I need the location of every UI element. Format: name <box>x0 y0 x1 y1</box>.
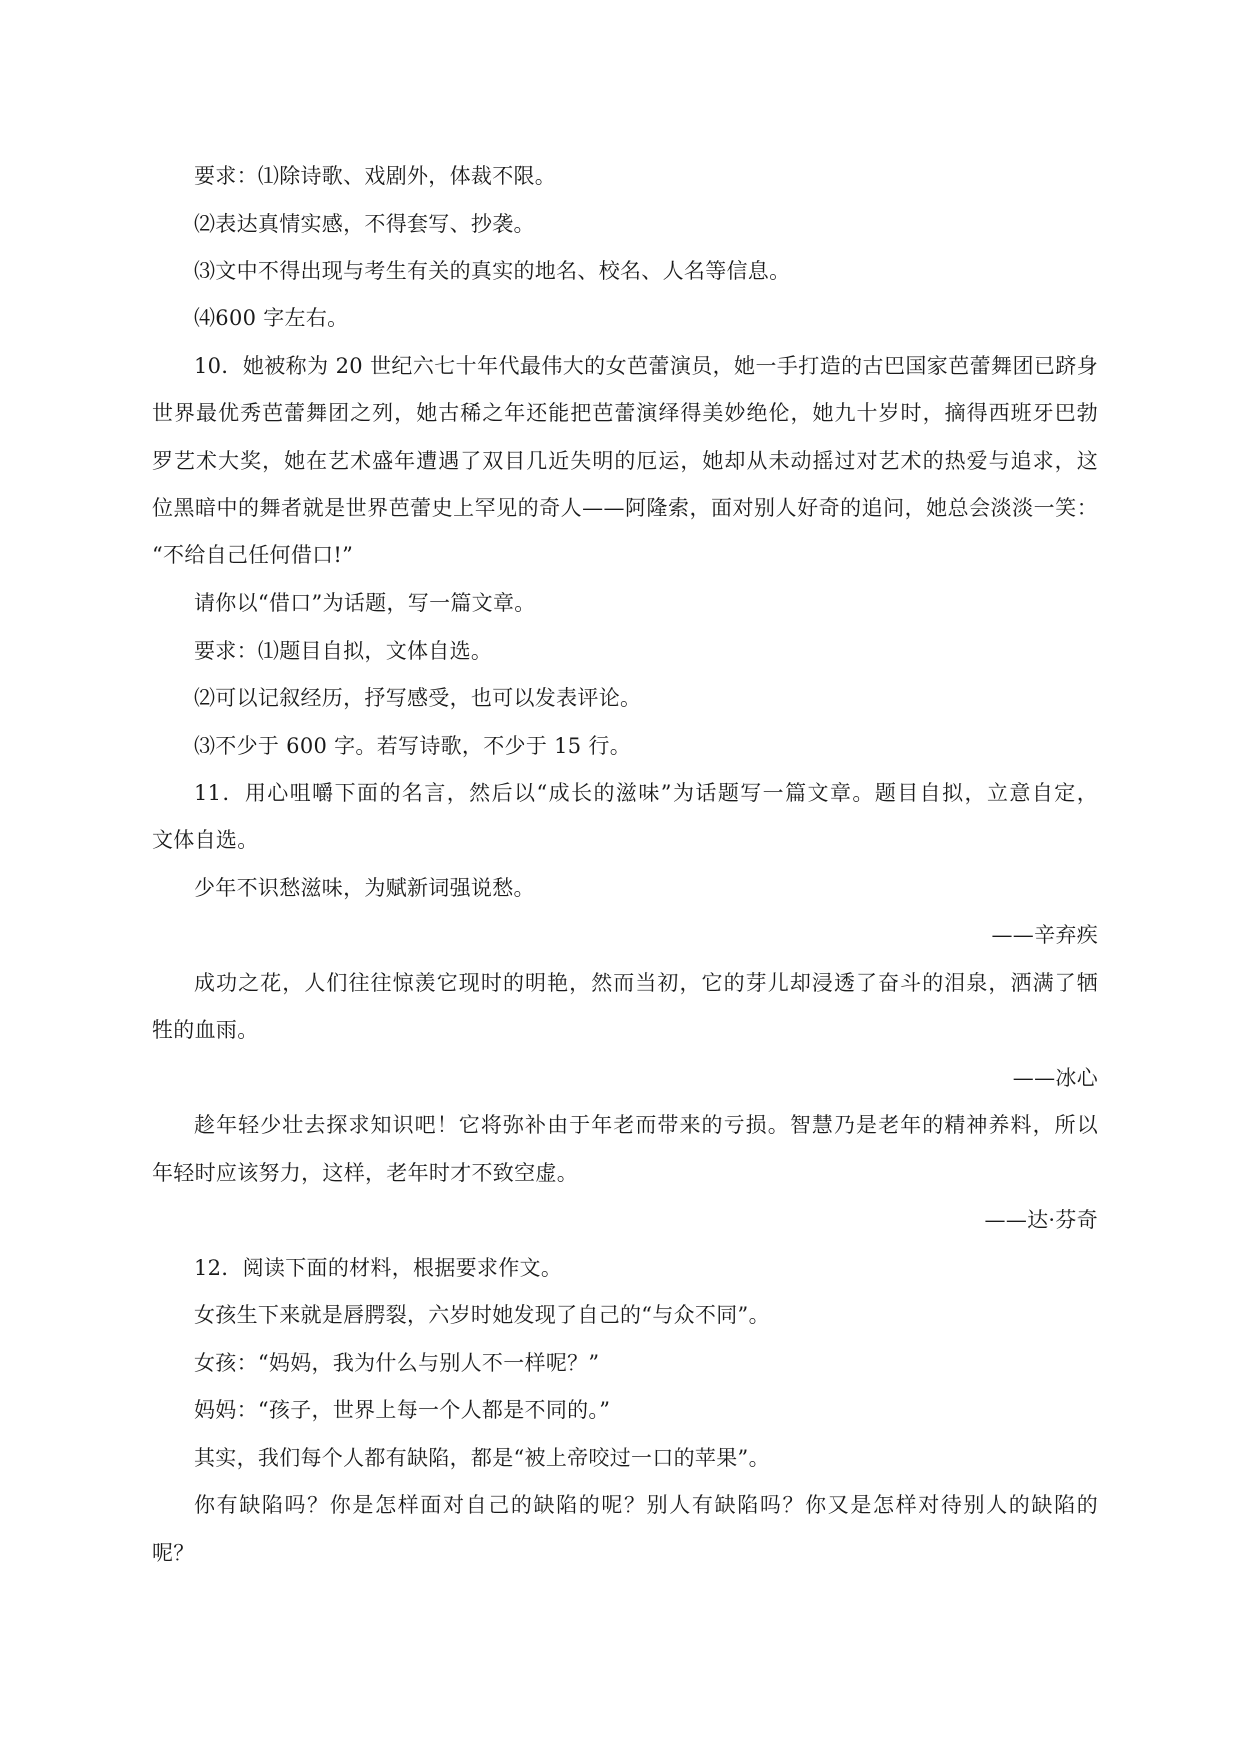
q10-line-1: 10．她被称为 20 世纪六七十年代最伟大的女芭蕾演员，她一手打造的古巴国家芭蕾舞团已跻身 <box>194 354 1098 378</box>
quote-2-line-2: 牲的血雨。 <box>152 1018 259 1042</box>
q12-line-5: 其实，我们每个人都有缺陷，都是“被上帝咬过一口的苹果”。 <box>194 1446 770 1470</box>
quote-3-author: ——达·芬奇 <box>984 1208 1098 1232</box>
q10-line-4: 位黑暗中的舞者就是世界芭蕾史上罕见的奇人——阿隆索，面对别人好奇的追问，她总会淡淡一笑： <box>152 496 1098 520</box>
q12-line-6: 你有缺陷吗？你是怎样面对自己的缺陷的呢？别人有缺陷吗？你又是怎样对待别人的缺陷的 <box>194 1493 1098 1517</box>
quote-2-author: ——冰心 <box>1012 1066 1098 1090</box>
q12-line-2: 女孩生下来就是唇腭裂，六岁时她发现了自己的“与众不同”。 <box>194 1303 770 1327</box>
quote-3-line-2: 年轻时应该努力，这样，老年时才不致空虚。 <box>152 1161 578 1185</box>
quote-3-line-1: 趁年轻少壮去探求知识吧！它将弥补由于年老而带来的亏损。智慧乃是老年的精神养料，所以 <box>194 1113 1098 1137</box>
requirement-1-4: ⑷600 字左右。 <box>194 306 349 330</box>
q11-line-1: 11．用心咀嚼下面的名言，然后以“成长的滋味”为话题写一篇文章。题目自拟，立意自定， <box>194 781 1098 805</box>
q10-requirement-2: ⑵可以记叙经历，抒写感受，也可以发表评论。 <box>194 686 642 710</box>
quote-1-author: ——辛弃疾 <box>991 923 1098 947</box>
requirement-1-2: ⑵表达真情实感，不得套写、抄袭。 <box>194 212 535 236</box>
q10-line-2: 世界最优秀芭蕾舞团之列，她古稀之年还能把芭蕾演绎得美妙绝伦，她九十岁时，摘得西班牙巴勃 <box>152 401 1098 425</box>
requirement-1-1: 要求：⑴除诗歌、戏剧外，体裁不限。 <box>194 164 557 188</box>
quote-1: 少年不识愁滋味，为赋新词强说愁。 <box>194 876 535 900</box>
q11-line-2: 文体自选。 <box>152 828 259 852</box>
q10-topic: 请你以“借口”为话题，写一篇文章。 <box>194 591 536 615</box>
q10-line-5: “不给自己任何借口!” <box>152 543 354 567</box>
q12-line-4: 妈妈：“孩子，世界上每一个人都是不同的。” <box>194 1398 611 1422</box>
q12-line-3: 女孩：“妈妈，我为什么与别人不一样呢？” <box>194 1351 600 1375</box>
requirement-1-3: ⑶文中不得出现与考生有关的真实的地名、校名、人名等信息。 <box>194 259 791 283</box>
quote-2-line-1: 成功之花，人们往往惊羡它现时的明艳，然而当初，它的芽儿却浸透了奋斗的泪泉，洒满了牺 <box>194 971 1098 995</box>
q12-line-7: 呢？ <box>152 1541 195 1565</box>
q12-line-1: 12．阅读下面的材料，根据要求作文。 <box>194 1256 563 1280</box>
q10-requirement-1: 要求：⑴题目自拟，文体自选。 <box>194 639 493 663</box>
q10-line-3: 罗艺术大奖，她在艺术盛年遭遇了双目几近失明的厄运，她却从未动摇过对艺术的热爱与追求，这 <box>152 449 1098 473</box>
q10-requirement-3: ⑶不少于 600 字。若写诗歌，不少于 15 行。 <box>194 734 632 758</box>
